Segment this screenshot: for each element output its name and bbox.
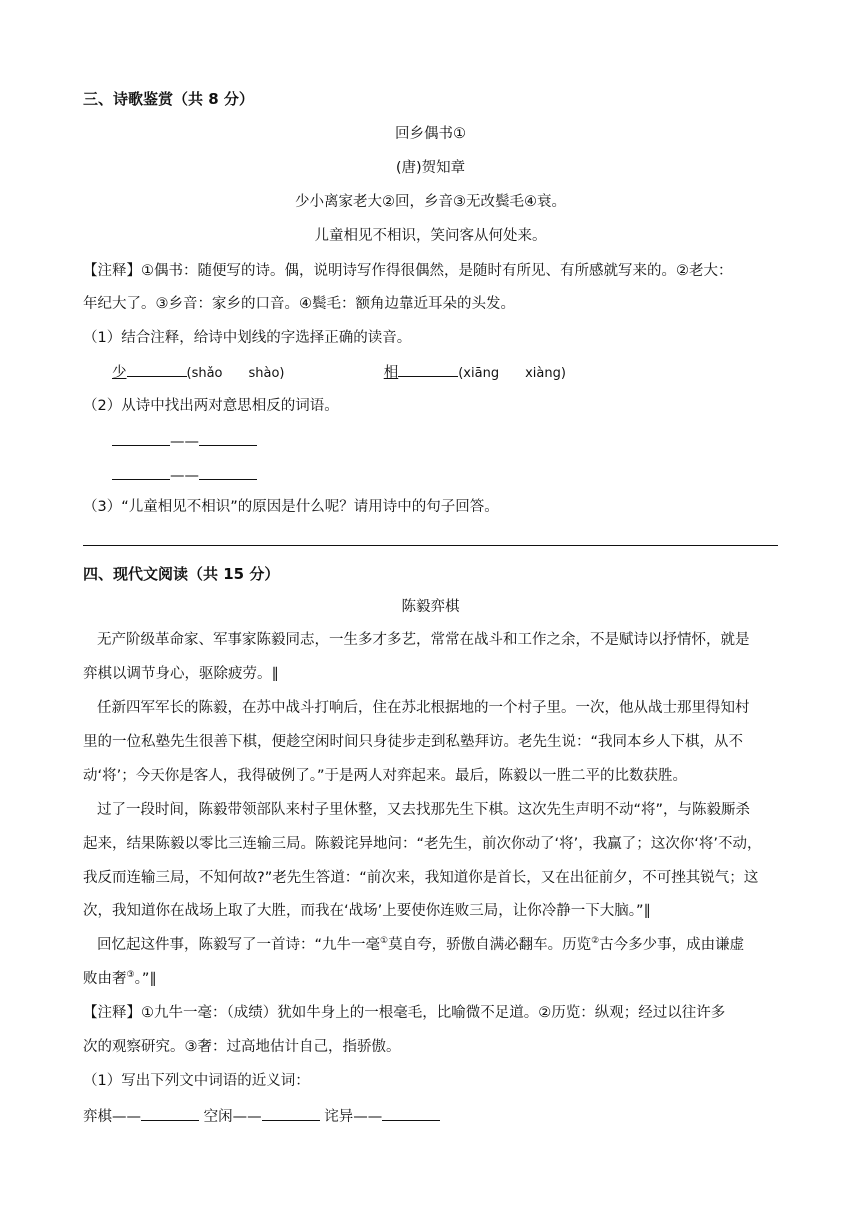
paragraph-3-line-4: 次，我知道你在战场上取了大胜，而我在‘战场’上要使你连败三局，让你冷静一下大脑。”∥	[83, 903, 651, 919]
answer-blank[interactable]	[398, 361, 458, 377]
antonym-pair-1	[112, 430, 412, 452]
question-3-3: （3）“儿童相见不相识”的原因是什么呢？请用诗中的句子回答。	[83, 499, 499, 515]
answer-blank[interactable]	[127, 361, 187, 377]
poem-text: 败由奢	[83, 971, 127, 987]
paragraph-2-line-1: 任新四军军长的陈毅，在苏中战斗打响后，住在苏北根据地的一个村子里。一次，他从战士那里得知村	[97, 700, 750, 716]
answer-blank[interactable]	[112, 464, 170, 480]
pinyin-options-1: (shǎo shào)	[186, 366, 285, 381]
answer-blank[interactable]	[382, 1105, 440, 1121]
poem-line-2: 儿童相见不相识，笑问客从何处来。	[314, 228, 547, 244]
question-4-1: （1）写出下列文中词语的近义词：	[83, 1073, 310, 1089]
poem-text: 莫自夸，骄傲自满必翻车。历览	[388, 937, 592, 953]
paragraph-2-line-3: 动‘将’；今天你是客人，我得破例了。”于是两人对弈起来。最后，陈毅以一胜二平的比数获胜。	[83, 768, 687, 784]
pinyin-options-2: (xiāng xiàng)	[458, 366, 566, 381]
paragraph-3-line-2: 起来，结果陈毅以零比三连输三局。陈毅诧异地问：“老先生，前次你动了‘将’，我赢了；这次你‘将’不动，	[83, 836, 762, 852]
poem-title: 回乡偶书①	[395, 126, 466, 142]
pronunciation-row	[112, 361, 712, 384]
underlined-char-shao: 少	[112, 365, 127, 381]
antonym-pair-2	[112, 464, 412, 486]
paragraph-2-line-2: 里的一位私塾先生很善下棋，便趁空闲时间只身徒步走到私塾拜访。老先生说：“我同本乡人下棋，从不	[83, 734, 744, 750]
poem-text: 古今多少事，成由谦虚	[599, 937, 745, 953]
synonym-word: 弈棋——	[83, 1109, 141, 1125]
passage-note-line-2: 次的观察研究。③奢：过高地估计自己，指骄傲。	[83, 1039, 401, 1055]
paragraph-3-line-3: 我反而连输三局，不知何故?”老先生答道：“前次来，我知道你是首长，又在出征前夕，不可挫其锐气；这	[83, 870, 759, 886]
paragraph-4-line-1	[83, 935, 778, 955]
poem-note-line-1: 【注释】①偶书：随便写的诗。偶，说明诗写作得很偶然，是随时有所见、有所感就写来的。②老大：	[83, 263, 733, 279]
question-3-1: （1）结合注释，给诗中划线的字选择正确的读音。	[83, 330, 412, 346]
poem-author: (唐)贺知章	[395, 160, 466, 176]
footnote-mark: ②	[591, 936, 600, 947]
poem-line-1: 少小离家老大②回，乡音③无改鬓毛④衰。	[295, 194, 566, 210]
poem-text: 回忆起这件事，陈毅写了一首诗：“九牛一毫	[97, 937, 381, 953]
footnote-mark: ③	[126, 970, 135, 981]
dash: ——	[170, 434, 199, 450]
poem-text: 。”∥	[134, 971, 157, 987]
paragraph-1-line-1: 无产阶级革命家、军事家陈毅同志，一生多才多艺，常常在战斗和工作之余，不是赋诗以抒情怀，就是	[97, 632, 750, 648]
question-3-2: （2）从诗中找出两对意思相反的词语。	[83, 398, 339, 414]
passage-title: 陈毅弈棋	[401, 599, 460, 615]
answer-blank[interactable]	[199, 464, 257, 480]
answer-blank[interactable]	[199, 430, 257, 446]
answer-blank[interactable]	[262, 1105, 320, 1121]
paragraph-1-line-2: 弈棋以调节身心，驱除疲劳。∥	[83, 666, 279, 682]
answer-blank[interactable]	[141, 1105, 199, 1121]
synonym-row	[83, 1105, 778, 1127]
section-divider	[83, 545, 778, 546]
passage-note-line-1: 【注释】①九牛一毫：（成绩）犹如牛身上的一根毫毛，比喻微不足道。②历览：纵观；经过以往许多	[83, 1005, 726, 1021]
poem-note-line-2: 年纪大了。③乡音：家乡的口音。④鬓毛：额角边靠近耳朵的头发。	[83, 296, 515, 312]
section3-heading: 三、诗歌鉴赏（共 8 分）	[83, 90, 254, 108]
answer-blank[interactable]	[112, 430, 170, 446]
dash: ——	[170, 468, 199, 484]
section4-heading: 四、现代文阅读（共 15 分）	[83, 565, 280, 583]
synonym-word: 空闲——	[203, 1109, 262, 1125]
paragraph-4-line-2	[83, 969, 778, 989]
synonym-word: 诧异——	[324, 1109, 383, 1125]
paragraph-3-line-1: 过了一段时间，陈毅带领部队来村子里休整，又去找那先生下棋。这次先生声明不动“将”，与陈毅厮杀	[97, 802, 751, 818]
footnote-mark: ①	[380, 936, 389, 947]
underlined-char-xiang: 相	[383, 365, 399, 381]
